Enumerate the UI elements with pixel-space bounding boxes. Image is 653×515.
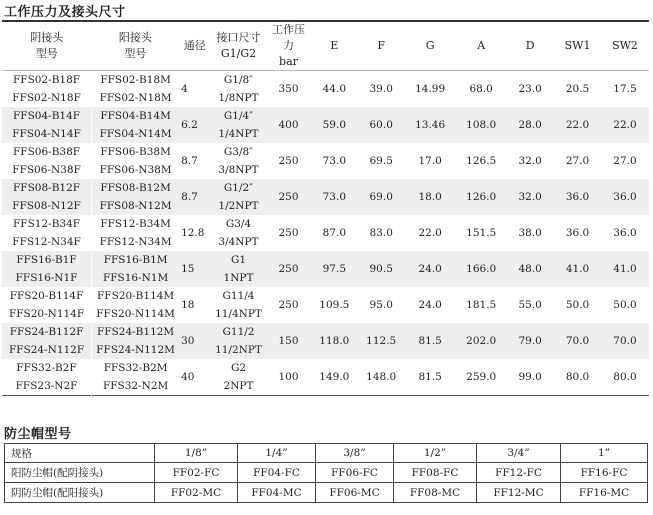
port-size: 11/4NPT: [210, 305, 266, 323]
d-value: 23.0: [506, 71, 554, 108]
e-value: 44.0: [310, 71, 358, 108]
dust-cap-table: [4, 443, 648, 503]
header-pressure: 工作压力 bar: [267, 21, 311, 71]
cap-model: FF16-MC: [561, 483, 648, 503]
d-value: 48.0: [506, 251, 554, 287]
bore-value: 12.8: [179, 215, 210, 251]
spec-row-top: [2, 179, 649, 197]
sw1-value: 36.0: [554, 215, 601, 251]
cap-row-female-cap: [5, 483, 648, 503]
spec-row-group: [2, 179, 649, 215]
sw1-value: 20.5: [554, 71, 601, 108]
cap-size: 3/4”: [477, 444, 561, 463]
female-model: FFS20-N114F: [2, 305, 92, 323]
pressure-value: 250: [267, 287, 311, 323]
male-model: FFS32-B2M: [92, 359, 180, 377]
female-model: FFS08-B12F: [2, 179, 92, 197]
cap-row-label: 阴防尘帽(配阳接头): [5, 483, 155, 503]
female-model: FFS12-B34F: [2, 215, 92, 233]
female-model: FFS16-N1F: [2, 269, 92, 287]
port-size: G3/8″: [210, 143, 266, 161]
spec-row-top: [2, 359, 649, 377]
f-value: 69.5: [358, 143, 404, 179]
sw1-value: 27.0: [554, 143, 601, 179]
dust-cap-title: 防尘帽型号: [4, 427, 72, 442]
e-value: 73.0: [310, 143, 358, 179]
male-model: FFS08-B12M: [92, 179, 180, 197]
spec-row-top: [2, 323, 649, 341]
female-model: FFS04-N14F: [2, 125, 92, 143]
female-model: FFS02-N18F: [2, 89, 92, 107]
d-value: 55.0: [506, 287, 554, 323]
g-value: 13.46: [404, 107, 456, 143]
e-value: 73.0: [310, 179, 358, 215]
e-value: 97.5: [310, 251, 358, 287]
header-male-model: 阳接头 型号: [92, 21, 180, 71]
sw2-value: 50.0: [601, 287, 649, 323]
spec-row-top: [2, 107, 649, 125]
port-size: G1/8″: [210, 71, 266, 90]
cap-model: FF04-MC: [238, 483, 316, 503]
header-female-model: 阴接头 型号: [2, 21, 92, 71]
male-model: FFS16-B1M: [92, 251, 180, 269]
spec-row-top: [2, 287, 649, 305]
g-value: 14.99: [404, 71, 456, 108]
spec-row-group: [2, 143, 649, 179]
spec-row-group: [2, 359, 649, 396]
header-e: E: [310, 21, 358, 71]
spec-row-group: [2, 215, 649, 251]
port-size: G11/4: [210, 287, 266, 305]
female-model: FFS23-N2F: [2, 377, 92, 396]
cap-model: FF08-FC: [394, 463, 477, 483]
spec-row-group: [2, 287, 649, 323]
port-size: 11/2NPT: [210, 341, 266, 359]
header-bore: 通径: [179, 21, 210, 71]
bore-value: 6.2: [179, 107, 210, 143]
header-g: G: [404, 21, 456, 71]
header-sw2: SW2: [601, 21, 649, 71]
g-value: 24.0: [404, 251, 456, 287]
port-size: G11/2: [210, 323, 266, 341]
sw1-value: 41.0: [554, 251, 601, 287]
male-model: FFS04-B14M: [92, 107, 180, 125]
cap-spec-label: 规格: [5, 444, 155, 463]
sw2-value: 22.0: [601, 107, 649, 143]
pressure-value: 250: [267, 215, 311, 251]
sw2-value: 41.0: [601, 251, 649, 287]
male-model: FFS06-N38M: [92, 161, 180, 179]
cap-size: 1”: [561, 444, 648, 463]
male-model: FFS08-N12M: [92, 197, 180, 215]
spec-table: [2, 20, 649, 396]
pressure-value: 250: [267, 179, 311, 215]
sw1-value: 50.0: [554, 287, 601, 323]
pressure-value: 350: [267, 71, 311, 108]
d-value: 99.0: [506, 359, 554, 396]
cap-model: FF02-FC: [155, 463, 238, 483]
spec-row-group: [2, 107, 649, 143]
bore-value: 8.7: [179, 179, 210, 215]
spec-table-title: 工作压力及接头尺寸: [4, 5, 126, 20]
female-model: FFS16-B1F: [2, 251, 92, 269]
cap-size: 3/8”: [316, 444, 394, 463]
cap-model: FF06-FC: [316, 463, 394, 483]
bore-value: 8.7: [179, 143, 210, 179]
male-model: FFS32-N2M: [92, 377, 180, 396]
e-value: 87.0: [310, 215, 358, 251]
sw1-value: 22.0: [554, 107, 601, 143]
male-model: FFS12-N34M: [92, 233, 180, 251]
spec-row-top: [2, 71, 649, 90]
a-value: 151.5: [456, 215, 506, 251]
spec-row-top: [2, 143, 649, 161]
male-model: FFS02-N18M: [92, 89, 180, 107]
a-value: 108.0: [456, 107, 506, 143]
f-value: 83.0: [358, 215, 404, 251]
a-value: 202.0: [456, 323, 506, 359]
a-value: 166.0: [456, 251, 506, 287]
d-value: 38.0: [506, 215, 554, 251]
a-value: 68.0: [456, 71, 506, 108]
port-size: 2NPT: [210, 377, 266, 396]
port-size: G1/4″: [210, 107, 266, 125]
cap-model: FF06-MC: [316, 483, 394, 503]
d-value: 79.0: [506, 323, 554, 359]
sw2-value: 70.0: [601, 323, 649, 359]
header-d: D: [506, 21, 554, 71]
a-value: 126.5: [456, 143, 506, 179]
sw2-value: 27.0: [601, 143, 649, 179]
cap-model: FF04-FC: [238, 463, 316, 483]
female-model: FFS06-B38F: [2, 143, 92, 161]
male-model: FFS12-B34M: [92, 215, 180, 233]
d-value: 32.0: [506, 143, 554, 179]
g-value: 22.0: [404, 215, 456, 251]
cap-model: FF08-MC: [394, 483, 477, 503]
a-value: 126.0: [456, 179, 506, 215]
g-value: 24.0: [404, 287, 456, 323]
bore-value: 40: [179, 359, 210, 396]
f-value: 39.0: [358, 71, 404, 108]
g-value: 81.5: [404, 359, 456, 396]
a-value: 181.5: [456, 287, 506, 323]
female-model: FFS08-N12F: [2, 197, 92, 215]
port-size: G1: [210, 251, 266, 269]
f-value: 69.0: [358, 179, 404, 215]
d-value: 32.0: [506, 179, 554, 215]
cap-row-male-cap: [5, 463, 648, 483]
female-model: FFS06-N38F: [2, 161, 92, 179]
pressure-value: 150: [267, 323, 311, 359]
header-port-size: 接口尺寸 G1/G2: [210, 21, 266, 71]
male-model: FFS24-B112M: [92, 323, 180, 341]
pressure-value: 250: [267, 143, 311, 179]
male-model: FFS06-B38M: [92, 143, 180, 161]
f-value: 90.5: [358, 251, 404, 287]
sw2-value: 36.0: [601, 179, 649, 215]
sw1-value: 70.0: [554, 323, 601, 359]
female-model: FFS24-N112F: [2, 341, 92, 359]
port-size: 3/4NPT: [210, 233, 266, 251]
cap-size: 1/8”: [155, 444, 238, 463]
e-value: 149.0: [310, 359, 358, 396]
male-model: FFS20-B114M: [92, 287, 180, 305]
f-value: 95.0: [358, 287, 404, 323]
port-size: 1/8NPT: [210, 89, 266, 107]
f-value: 112.5: [358, 323, 404, 359]
cap-model: FF16-FC: [561, 463, 648, 483]
bore-value: 30: [179, 323, 210, 359]
female-model: FFS24-B112F: [2, 323, 92, 341]
header-a: A: [456, 21, 506, 71]
g-value: 81.5: [404, 323, 456, 359]
port-size: 1/4NPT: [210, 125, 266, 143]
port-size: G2: [210, 359, 266, 377]
female-model: FFS20-B114F: [2, 287, 92, 305]
spec-row-group: [2, 251, 649, 287]
male-model: FFS16-N1M: [92, 269, 180, 287]
cap-size: 1/4”: [238, 444, 316, 463]
female-model: FFS02-B18F: [2, 71, 92, 90]
header-f: F: [358, 21, 404, 71]
bore-value: 4: [179, 71, 210, 108]
spec-row-top: [2, 251, 649, 269]
spec-row-group: [2, 71, 649, 108]
port-size: 1NPT: [210, 269, 266, 287]
bore-value: 15: [179, 251, 210, 287]
e-value: 118.0: [310, 323, 358, 359]
e-value: 109.5: [310, 287, 358, 323]
cap-row-label: 阳防尘帽(配阴接头): [5, 463, 155, 483]
a-value: 259.0: [456, 359, 506, 396]
sw1-value: 80.0: [554, 359, 601, 396]
port-size: 1/2NPT: [210, 197, 266, 215]
male-model: FFS20-N114M: [92, 305, 180, 323]
port-size: G3/4: [210, 215, 266, 233]
sw2-value: 17.5: [601, 71, 649, 108]
cap-model: FF12-MC: [477, 483, 561, 503]
cap-model: FF02-MC: [155, 483, 238, 503]
f-value: 60.0: [358, 107, 404, 143]
header-sw1: SW1: [554, 21, 601, 71]
sw2-value: 80.0: [601, 359, 649, 396]
e-value: 59.0: [310, 107, 358, 143]
pressure-value: 250: [267, 251, 311, 287]
pressure-value: 400: [267, 107, 311, 143]
male-model: FFS24-N112M: [92, 341, 180, 359]
spec-row-top: [2, 215, 649, 233]
d-value: 28.0: [506, 107, 554, 143]
f-value: 148.0: [358, 359, 404, 396]
port-size: 3/8NPT: [210, 161, 266, 179]
cap-header-row: [5, 444, 648, 463]
sw1-value: 36.0: [554, 179, 601, 215]
female-model: FFS32-B2F: [2, 359, 92, 377]
female-model: FFS04-B14F: [2, 107, 92, 125]
bore-value: 18: [179, 287, 210, 323]
port-size: G1/2″: [210, 179, 266, 197]
cap-model: FF12-FC: [477, 463, 561, 483]
g-value: 18.0: [404, 179, 456, 215]
cap-size: 1/2”: [394, 444, 477, 463]
male-model: FFS02-B18M: [92, 71, 180, 90]
male-model: FFS04-N14M: [92, 125, 180, 143]
spec-row-group: [2, 323, 649, 359]
sw2-value: 36.0: [601, 215, 649, 251]
spec-header-row: [2, 21, 649, 71]
pressure-value: 100: [267, 359, 311, 396]
g-value: 17.0: [404, 143, 456, 179]
female-model: FFS12-N34F: [2, 233, 92, 251]
